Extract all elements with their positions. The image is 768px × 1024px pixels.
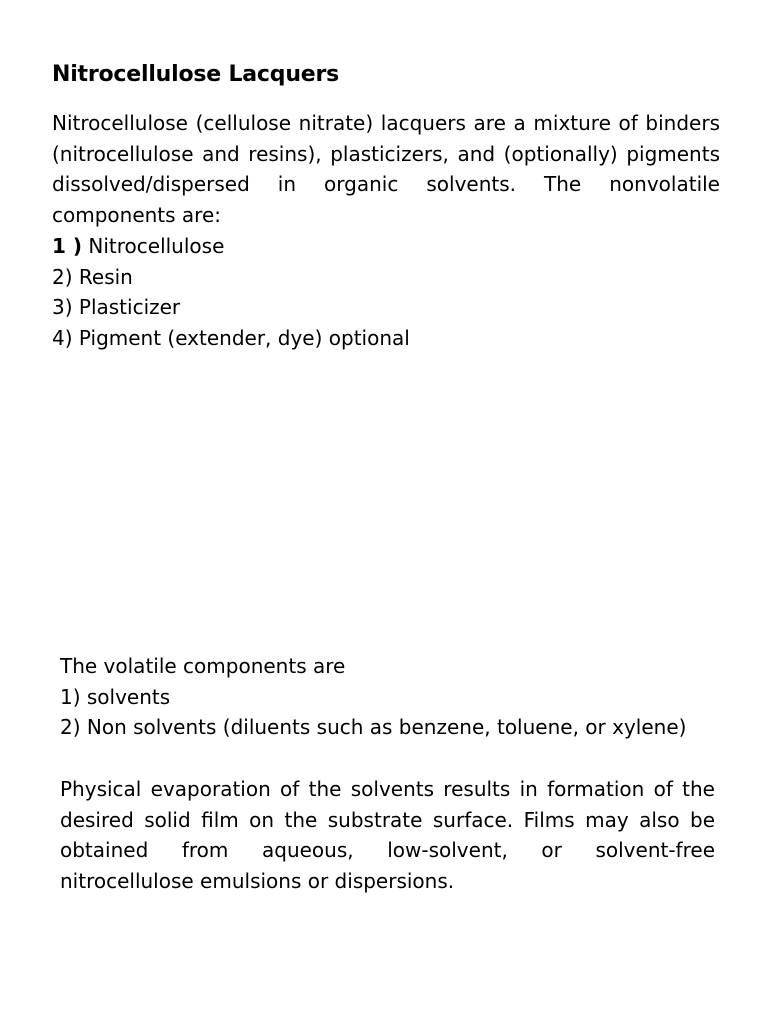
nonvolatile-section xyxy=(52,108,720,354)
list-item xyxy=(52,292,720,323)
volatile-list xyxy=(60,682,715,743)
list-item-text: Plasticizer xyxy=(72,295,181,320)
paragraph-spacer xyxy=(60,743,715,774)
list-item xyxy=(52,231,720,262)
list-item-number: 3) xyxy=(52,295,73,320)
list-item: 2) Non solvents (diluents such as benzene, toluene, or xylene) xyxy=(60,715,687,740)
page-title: Nitrocellulose Lacquers xyxy=(52,62,340,87)
intro-paragraph: Nitrocellulose (cellulose nitrate) lacquers are a mixture of binders (nitrocellulose and resins), plasticizers, and (optionally) pigments dissolved/dispersed in organic solvents. The nonvolatile components are: xyxy=(52,111,720,228)
volatile-heading: The volatile components are xyxy=(60,654,346,678)
list-item: 1) solvents xyxy=(60,684,171,709)
volatile-section xyxy=(60,651,715,897)
list-item-text: Resin xyxy=(72,264,133,289)
list-item-number: 2) xyxy=(52,264,73,289)
list-item xyxy=(52,262,720,293)
list-item-text: Nitrocellulose xyxy=(82,233,225,258)
list-item-number: 4) xyxy=(52,325,73,350)
list-item-text: Pigment (extender, dye) optional xyxy=(72,325,410,350)
list-item-number: 1 ) xyxy=(52,233,83,258)
list-item xyxy=(52,323,720,354)
nonvolatile-list xyxy=(52,231,720,354)
closing-paragraph: Physical evaporation of the solvents results in formation of the desired solid film on the substrate surface. Films may also be obtained from aqueous, low-solvent, or solvent-free nitrocellulose emulsions or dispersions. xyxy=(60,776,715,893)
